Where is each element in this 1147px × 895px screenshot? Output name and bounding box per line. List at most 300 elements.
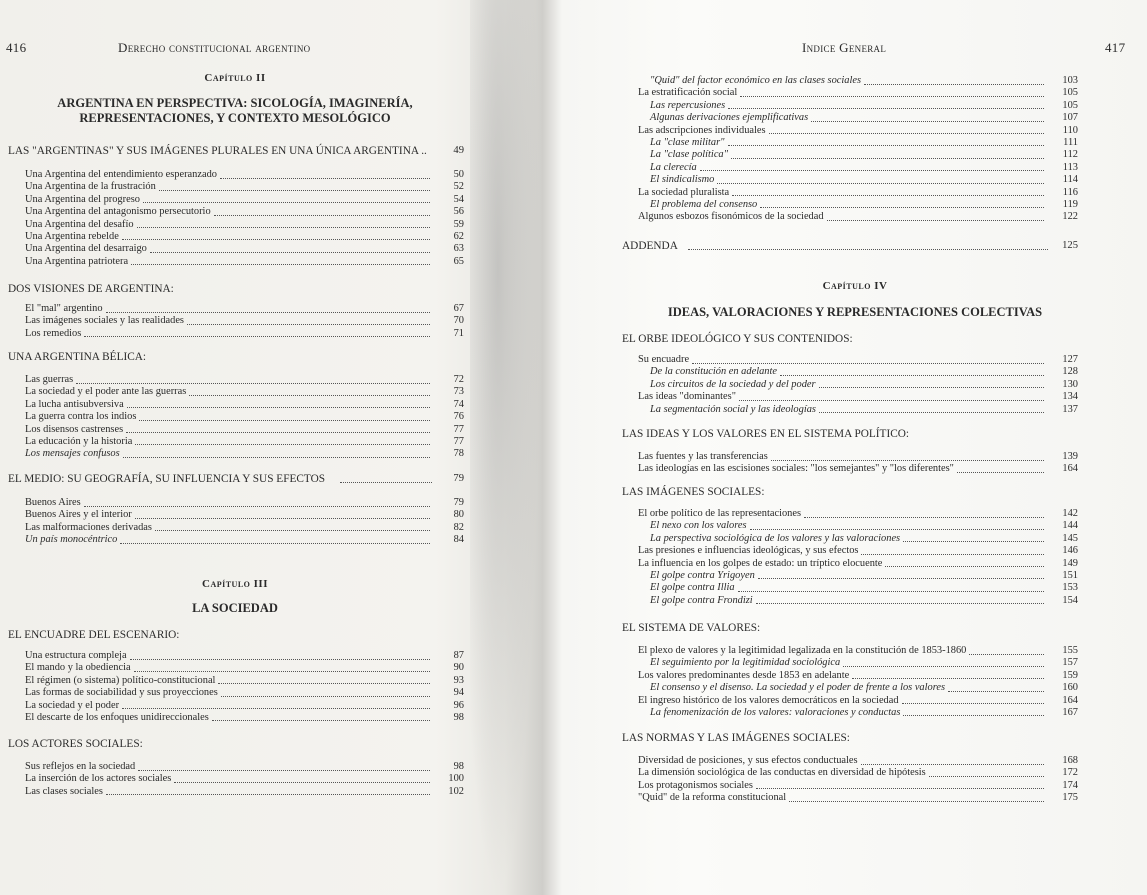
toc-entry bbox=[25, 231, 465, 243]
toc-entry bbox=[25, 256, 465, 268]
toc-entry-page: 76 bbox=[453, 411, 464, 423]
toc-entry-title: Sus reflejos en la sociedad bbox=[25, 761, 136, 772]
toc-leader-dots bbox=[728, 108, 1044, 109]
toc-entry-page: 80 bbox=[453, 509, 464, 521]
toc-entry-title: Las imágenes sociales y las realidades bbox=[25, 315, 184, 327]
toc-entry-page: 112 bbox=[1062, 149, 1078, 161]
toc-entry bbox=[638, 174, 1078, 186]
section-page: 49 bbox=[453, 145, 464, 156]
toc-entry-title: El nexo con los valores bbox=[650, 520, 747, 532]
toc-entry bbox=[25, 509, 465, 521]
toc-leader-dots bbox=[811, 121, 1044, 122]
toc-entry-title: El golpe contra Yrigoyen bbox=[650, 569, 755, 581]
toc-entry-title: La "clase política" bbox=[650, 149, 728, 161]
toc-entry-title: La "clase militar" bbox=[650, 136, 725, 148]
toc-leader-dots bbox=[948, 691, 1044, 692]
toc-leader-dots bbox=[903, 541, 1044, 542]
section-leader bbox=[340, 482, 432, 483]
toc-entry-page: 94 bbox=[453, 687, 464, 699]
toc-entry bbox=[25, 206, 465, 218]
toc-leader-dots bbox=[760, 207, 1044, 208]
toc-entry bbox=[638, 100, 1078, 112]
toc-entry-page: 168 bbox=[1062, 755, 1078, 766]
toc-entry-page: 134 bbox=[1062, 391, 1078, 403]
toc-entry-page: 100 bbox=[448, 773, 464, 785]
toc-entry bbox=[638, 137, 1078, 149]
toc-entry-page: 151 bbox=[1062, 569, 1078, 581]
toc-entry-title: Una Argentina del desarraigo bbox=[25, 243, 147, 255]
toc-leader-dots bbox=[852, 678, 1044, 679]
section-heading: LAS IDEAS Y LOS VALORES EN EL SISTEMA POLÍTICO: bbox=[622, 428, 910, 440]
toc-entry-title: El régimen (o sistema) político-constitucional bbox=[25, 674, 216, 686]
toc-entry-page: 154 bbox=[1062, 594, 1078, 606]
toc-leader-dots bbox=[155, 530, 430, 531]
toc-entry-page: 79 bbox=[453, 497, 464, 508]
toc-entry-title: La clerecía bbox=[650, 161, 697, 173]
toc-entry bbox=[25, 374, 465, 386]
toc-entry-title: Buenos Aires y el interior bbox=[25, 509, 132, 521]
toc-entry-title: Una Argentina del entendimiento esperanzado bbox=[25, 169, 217, 180]
toc-entry-page: 62 bbox=[453, 230, 464, 242]
toc-entry-title: La influencia en los golpes de estado: un tríptico elocuente bbox=[638, 557, 883, 569]
toc-leader-dots bbox=[122, 239, 430, 240]
toc-entry bbox=[25, 424, 465, 436]
toc-entry-page: 71 bbox=[453, 327, 464, 339]
toc-leader-dots bbox=[827, 220, 1044, 221]
toc-leader-dots bbox=[728, 145, 1044, 146]
toc-leader-dots bbox=[131, 264, 430, 265]
toc-entry bbox=[638, 391, 1078, 403]
toc-leader-dots bbox=[700, 170, 1044, 171]
toc-leader-dots bbox=[221, 696, 430, 697]
toc-entry-title: El sindicalismo bbox=[650, 174, 715, 186]
toc-entry-page: 77 bbox=[453, 435, 464, 447]
toc-entry-page: 63 bbox=[453, 243, 464, 255]
toc-entry-page: 87 bbox=[453, 650, 464, 661]
chapter-3-title: LA SOCIEDAD bbox=[192, 601, 278, 615]
section-heading: LAS "ARGENTINAS" Y SUS IMÁGENES PLURALES EN UNA ÚNICA ARGENTINA .. bbox=[8, 145, 427, 157]
toc-list bbox=[25, 650, 465, 724]
chapter-4-label: Capítulo IV bbox=[822, 280, 888, 292]
chapter-3-label: Capítulo III bbox=[202, 578, 268, 590]
toc-leader-dots bbox=[692, 363, 1044, 364]
toc-entry bbox=[638, 125, 1078, 137]
toc-entry-title: Una Argentina del desafío bbox=[25, 218, 134, 230]
toc-entry-title: El golpe contra Frondizi bbox=[650, 594, 753, 606]
toc-entry bbox=[638, 682, 1078, 694]
toc-entry-title: La educación y la historia bbox=[25, 435, 133, 447]
toc-leader-dots bbox=[885, 566, 1044, 567]
toc-entry-title: Buenos Aires bbox=[25, 497, 81, 508]
chapter-2-label: Capítulo II bbox=[204, 72, 266, 84]
toc-entry bbox=[25, 219, 465, 231]
toc-leader-dots bbox=[750, 529, 1044, 530]
toc-entry-page: 119 bbox=[1062, 198, 1078, 210]
toc-entry-page: 74 bbox=[453, 398, 464, 410]
toc-entry-title: "Quid" de la reforma constitucional bbox=[638, 792, 787, 804]
toc-entry-page: 144 bbox=[1062, 520, 1078, 532]
toc-entry bbox=[25, 700, 465, 712]
toc-entry-page: 160 bbox=[1062, 682, 1078, 694]
toc-leader-dots bbox=[189, 395, 430, 396]
toc-entry-title: Los valores predominantes desde 1853 en adelante bbox=[638, 669, 850, 681]
section-heading: UNA ARGENTINA BÉLICA: bbox=[8, 351, 147, 363]
toc-leader-dots bbox=[902, 703, 1044, 704]
toc-entry bbox=[25, 497, 465, 509]
toc-entry-page: 107 bbox=[1062, 112, 1078, 124]
toc-entry-page: 127 bbox=[1062, 354, 1078, 365]
toc-entry bbox=[638, 451, 1078, 463]
toc-entry bbox=[638, 670, 1078, 682]
toc-entry-title: La sociedad y el poder bbox=[25, 699, 120, 711]
toc-entry-page: 102 bbox=[448, 785, 464, 797]
toc-entry-page: 164 bbox=[1062, 694, 1078, 706]
toc-entry-title: Los disensos castrenses bbox=[25, 423, 124, 435]
toc-entry bbox=[638, 707, 1078, 719]
toc-leader-dots bbox=[138, 770, 430, 771]
toc-leader-dots bbox=[756, 788, 1044, 789]
toc-leader-dots bbox=[819, 387, 1044, 388]
toc-entry-page: 96 bbox=[453, 699, 464, 711]
toc-entry-title: El consenso y el disenso. La sociedad y el poder de frente a los valores bbox=[650, 682, 946, 694]
toc-entry-page: 149 bbox=[1062, 557, 1078, 569]
toc-entry-title: De la constitución en adelante bbox=[650, 366, 777, 378]
toc-leader-dots bbox=[740, 96, 1044, 97]
toc-entry-title: El mando y la obediencia bbox=[25, 662, 131, 674]
toc-leader-dots bbox=[134, 671, 430, 672]
toc-entry-title: La inserción de los actores sociales bbox=[25, 773, 172, 785]
toc-entry-page: 113 bbox=[1062, 161, 1078, 173]
toc-entry-page: 111 bbox=[1063, 136, 1078, 148]
toc-leader-dots bbox=[137, 227, 430, 228]
toc-entry-page: 122 bbox=[1062, 211, 1078, 223]
toc-leader-dots bbox=[174, 782, 430, 783]
toc-entry bbox=[25, 761, 465, 773]
toc-leader-dots bbox=[969, 654, 1044, 655]
toc-list bbox=[25, 761, 465, 798]
toc-entry-page: 174 bbox=[1062, 779, 1078, 791]
toc-leader-dots bbox=[732, 195, 1044, 196]
toc-list bbox=[638, 508, 1078, 607]
toc-entry-title: Una Argentina del antagonismo persecutorio bbox=[25, 206, 211, 218]
toc-entry-title: Algunas derivaciones ejemplificativas bbox=[650, 112, 809, 124]
toc-entry-page: 77 bbox=[453, 423, 464, 435]
left-page bbox=[0, 0, 540, 895]
chapter-2-title-line-2: REPRESENTACIONES, Y CONTEXTO MESOLÓGICO bbox=[79, 111, 391, 125]
toc-entry-title: La lucha antisubversiva bbox=[25, 398, 124, 410]
toc-entry-title: La estratificación social bbox=[638, 87, 738, 99]
toc-entry bbox=[638, 379, 1078, 391]
section-heading: LAS IMÁGENES SOCIALES: bbox=[622, 486, 765, 498]
toc-entry-title: Las adscripciones individuales bbox=[638, 124, 766, 136]
toc-entry-title: El "mal" argentino bbox=[25, 303, 103, 314]
toc-entry-page: 139 bbox=[1062, 451, 1078, 462]
toc-entry bbox=[638, 533, 1078, 545]
toc-entry-page: 130 bbox=[1062, 378, 1078, 390]
toc-entry bbox=[638, 199, 1078, 211]
section-heading: LAS NORMAS Y LAS IMÁGENES SOCIALES: bbox=[622, 732, 850, 744]
toc-entry-page: 164 bbox=[1062, 463, 1078, 475]
toc-entry bbox=[25, 448, 465, 460]
toc-entry bbox=[638, 112, 1078, 124]
toc-entry-title: Una Argentina rebelde bbox=[25, 230, 119, 242]
toc-leader-dots bbox=[780, 375, 1044, 376]
toc-entry bbox=[638, 657, 1078, 669]
toc-entry-page: 98 bbox=[453, 711, 464, 723]
toc-entry bbox=[638, 780, 1078, 792]
toc-entry-title: La perspectiva sociológica de los valores y las valoraciones bbox=[650, 532, 901, 544]
toc-leader-dots bbox=[150, 252, 430, 253]
section-page: 125 bbox=[1062, 240, 1078, 251]
section-heading: LOS ACTORES SOCIALES: bbox=[8, 738, 143, 750]
chapter-2-title-line-1: ARGENTINA EN PERSPECTIVA: SICOLOGÍA, IMAGINERÍA, bbox=[57, 96, 413, 110]
toc-entry-title: Las clases sociales bbox=[25, 785, 103, 797]
toc-entry-title: El problema del consenso bbox=[650, 198, 758, 210]
toc-entry-title: La guerra contra los indios bbox=[25, 411, 137, 423]
toc-entry bbox=[638, 211, 1078, 223]
toc-entry-title: Las ideas "dominantes" bbox=[638, 391, 736, 403]
toc-leader-dots bbox=[903, 715, 1044, 716]
section-heading: ADDENDA bbox=[622, 240, 678, 252]
toc-entry-title: Los protagonismos sociales bbox=[638, 779, 753, 791]
toc-list bbox=[25, 497, 465, 547]
toc-leader-dots bbox=[84, 506, 430, 507]
toc-leader-dots bbox=[126, 432, 430, 433]
toc-entry bbox=[25, 662, 465, 674]
toc-entry-title: Un país monocéntrico bbox=[25, 534, 118, 546]
toc-list bbox=[25, 374, 465, 461]
toc-leader-dots bbox=[220, 178, 430, 179]
left-running-head: Derecho constitucional argentino bbox=[118, 40, 311, 55]
toc-entry-page: 175 bbox=[1062, 792, 1078, 804]
toc-entry bbox=[25, 650, 465, 662]
toc-entry-title: El plexo de valores y la legitimidad legalizada en la constitución de 1853-1860 bbox=[638, 645, 967, 656]
toc-entry bbox=[25, 436, 465, 448]
toc-entry-page: 137 bbox=[1062, 403, 1078, 415]
toc-entry bbox=[638, 792, 1078, 804]
toc-entry bbox=[25, 712, 465, 724]
toc-entry-title: Las presiones e influencias ideológicas, y sus efectos bbox=[638, 545, 859, 557]
toc-entry bbox=[25, 181, 465, 193]
toc-leader-dots bbox=[758, 578, 1044, 579]
right-page-number: 417 bbox=[1105, 40, 1126, 55]
toc-entry-page: 70 bbox=[453, 315, 464, 327]
toc-entry bbox=[638, 520, 1078, 532]
toc-entry bbox=[638, 404, 1078, 416]
toc-list bbox=[25, 303, 465, 340]
toc-entry-title: Una Argentina patriotera bbox=[25, 255, 129, 267]
toc-entry bbox=[25, 328, 465, 340]
toc-list bbox=[638, 755, 1078, 805]
toc-entry bbox=[638, 558, 1078, 570]
toc-leader-dots bbox=[106, 312, 430, 313]
toc-entry-page: 82 bbox=[453, 521, 464, 533]
toc-entry-page: 84 bbox=[453, 534, 464, 546]
toc-leader-dots bbox=[159, 190, 430, 191]
toc-entry-title: La sociedad pluralista bbox=[638, 186, 730, 198]
toc-leader-dots bbox=[187, 324, 430, 325]
toc-entry-page: 114 bbox=[1062, 174, 1078, 186]
toc-entry bbox=[638, 582, 1078, 594]
toc-entry-page: 142 bbox=[1062, 508, 1078, 519]
toc-entry-page: 116 bbox=[1062, 186, 1078, 198]
right-running-head: Indice General bbox=[802, 40, 887, 55]
toc-entry-title: Las fuentes y las transferencias bbox=[638, 451, 768, 462]
toc-entry bbox=[638, 755, 1078, 767]
toc-list bbox=[638, 354, 1078, 416]
toc-list bbox=[638, 451, 1078, 476]
toc-entry-page: 93 bbox=[453, 674, 464, 686]
toc-leader-dots bbox=[819, 412, 1044, 413]
left-page-number: 416 bbox=[6, 40, 27, 55]
section-leader bbox=[688, 249, 1048, 250]
toc-entry-title: Las formas de sociabilidad y sus proyecciones bbox=[25, 687, 218, 699]
toc-entry bbox=[638, 645, 1078, 657]
section-heading: EL SISTEMA DE VALORES: bbox=[622, 622, 761, 634]
toc-entry-page: 52 bbox=[453, 181, 464, 193]
toc-leader-dots bbox=[861, 554, 1044, 555]
toc-leader-dots bbox=[127, 407, 430, 408]
toc-entry-page: 157 bbox=[1062, 657, 1078, 669]
toc-entry-title: Las guerras bbox=[25, 374, 74, 385]
toc-leader-dots bbox=[957, 472, 1044, 473]
toc-entry-title: El orbe político de las representaciones bbox=[638, 508, 802, 519]
toc-entry-title: Una estructura compleja bbox=[25, 650, 127, 661]
toc-entry bbox=[638, 570, 1078, 582]
toc-leader-dots bbox=[929, 776, 1044, 777]
toc-entry-title: Los remedios bbox=[25, 327, 82, 339]
toc-entry bbox=[25, 303, 465, 315]
toc-leader-dots bbox=[214, 215, 430, 216]
toc-entry bbox=[638, 187, 1078, 199]
toc-leader-dots bbox=[84, 336, 430, 337]
toc-entry bbox=[25, 773, 465, 785]
section-heading: DOS VISIONES DE ARGENTINA: bbox=[8, 283, 174, 295]
toc-entry-title: "Quid" del factor económico en las clases sociales bbox=[650, 75, 862, 86]
toc-entry bbox=[638, 149, 1078, 161]
toc-entry bbox=[638, 595, 1078, 607]
toc-entry bbox=[638, 463, 1078, 475]
toc-leader-dots bbox=[717, 183, 1044, 184]
toc-entry bbox=[25, 386, 465, 398]
toc-entry bbox=[25, 169, 465, 181]
toc-list bbox=[638, 645, 1078, 719]
toc-entry-page: 159 bbox=[1062, 669, 1078, 681]
toc-leader-dots bbox=[756, 603, 1044, 604]
section-heading: EL ENCUADRE DEL ESCENARIO: bbox=[8, 629, 180, 641]
toc-entry bbox=[25, 194, 465, 206]
toc-entry bbox=[638, 695, 1078, 707]
toc-entry-title: Las ideologías en las escisiones sociales: "los semejantes" y "los diferentes" bbox=[638, 463, 954, 475]
toc-leader-dots bbox=[864, 84, 1044, 85]
toc-entry bbox=[25, 534, 465, 546]
toc-entry-title: Su encuadre bbox=[638, 354, 690, 365]
toc-entry-page: 98 bbox=[453, 761, 464, 772]
toc-leader-dots bbox=[122, 708, 430, 709]
toc-leader-dots bbox=[771, 460, 1044, 461]
toc-entry-page: 103 bbox=[1062, 75, 1078, 86]
toc-entry bbox=[25, 315, 465, 327]
toc-entry-title: Una Argentina del progreso bbox=[25, 193, 140, 205]
toc-entry-page: 73 bbox=[453, 386, 464, 398]
toc-leader-dots bbox=[861, 764, 1044, 765]
toc-entry-title: La dimensión sociológica de las conductas en diversidad de hipótesis bbox=[638, 767, 926, 779]
toc-entry-page: 56 bbox=[453, 206, 464, 218]
toc-entry bbox=[25, 243, 465, 255]
toc-entry bbox=[638, 87, 1078, 99]
toc-leader-dots bbox=[789, 801, 1044, 802]
toc-leader-dots bbox=[739, 400, 1044, 401]
toc-entry-title: La sociedad y el poder ante las guerras bbox=[25, 386, 187, 398]
section-heading: EL MEDIO: SU GEOGRAFÍA, SU INFLUENCIA Y SUS EFECTOS bbox=[8, 473, 326, 485]
toc-leader-dots bbox=[135, 444, 430, 445]
toc-entry bbox=[25, 411, 465, 423]
toc-entry-title: Algunos esbozos fisonómicos de la sociedad bbox=[638, 211, 824, 223]
toc-entry-page: 155 bbox=[1062, 645, 1078, 656]
toc-entry-title: El golpe contra Illia bbox=[650, 582, 735, 594]
toc-entry bbox=[25, 399, 465, 411]
toc-entry-page: 110 bbox=[1062, 124, 1078, 136]
toc-entry-page: 59 bbox=[453, 218, 464, 230]
toc-list bbox=[25, 169, 465, 268]
toc-entry-page: 105 bbox=[1062, 99, 1078, 111]
toc-entry-page: 153 bbox=[1062, 582, 1078, 594]
toc-entry-page: 72 bbox=[453, 374, 464, 385]
toc-entry-title: La segmentación social y las ideologías bbox=[650, 403, 816, 415]
toc-entry-page: 54 bbox=[453, 193, 464, 205]
toc-entry-page: 90 bbox=[453, 662, 464, 674]
toc-entry-page: 146 bbox=[1062, 545, 1078, 557]
toc-entry-page: 128 bbox=[1062, 366, 1078, 378]
toc-leader-dots bbox=[218, 683, 430, 684]
toc-leader-dots bbox=[804, 517, 1044, 518]
toc-leader-dots bbox=[731, 158, 1044, 159]
toc-entry-title: El seguimiento por la legitimidad sociológica bbox=[650, 657, 841, 669]
toc-entry-page: 50 bbox=[453, 169, 464, 180]
toc-entry bbox=[638, 366, 1078, 378]
toc-entry-title: La fenomenización de los valores: valoraciones y conductas bbox=[650, 706, 901, 718]
toc-leader-dots bbox=[143, 202, 430, 203]
toc-entry bbox=[638, 508, 1078, 520]
toc-entry-title: El ingreso histórico de los valores democráticos en la sociedad bbox=[638, 694, 899, 706]
toc-entry-page: 65 bbox=[453, 255, 464, 267]
right-page bbox=[560, 0, 1147, 895]
toc-entry bbox=[638, 354, 1078, 366]
toc-entry-title: Las repercusiones bbox=[650, 99, 726, 111]
toc-leader-dots bbox=[130, 659, 430, 660]
toc-leader-dots bbox=[212, 720, 430, 721]
toc-leader-dots bbox=[120, 543, 430, 544]
toc-entry-title: Diversidad de posiciones, y sus efectos conductuales bbox=[638, 755, 858, 766]
toc-leader-dots bbox=[843, 666, 1044, 667]
toc-entry-title: Los circuitos de la sociedad y del poder bbox=[650, 378, 816, 390]
toc-entry-title: Los mensajes confusos bbox=[25, 448, 120, 460]
chapter-4-title: IDEAS, VALORACIONES Y REPRESENTACIONES COLECTIVAS bbox=[667, 305, 1043, 319]
toc-entry bbox=[25, 522, 465, 534]
toc-entry bbox=[25, 675, 465, 687]
toc-entry-page: 78 bbox=[453, 448, 464, 460]
section-heading: EL ORBE IDEOLÓGICO Y SUS CONTENIDOS: bbox=[622, 333, 853, 345]
toc-leader-dots bbox=[135, 518, 430, 519]
toc-entry-page: 145 bbox=[1062, 532, 1078, 544]
toc-entry bbox=[638, 767, 1078, 779]
toc-entry-page: 172 bbox=[1062, 767, 1078, 779]
toc-entry bbox=[638, 162, 1078, 174]
toc-entry bbox=[638, 75, 1078, 87]
toc-entry-page: 167 bbox=[1062, 706, 1078, 718]
toc-entry-title: El descarte de los enfoques unidireccionales bbox=[25, 711, 209, 723]
section-page: 79 bbox=[453, 473, 464, 484]
